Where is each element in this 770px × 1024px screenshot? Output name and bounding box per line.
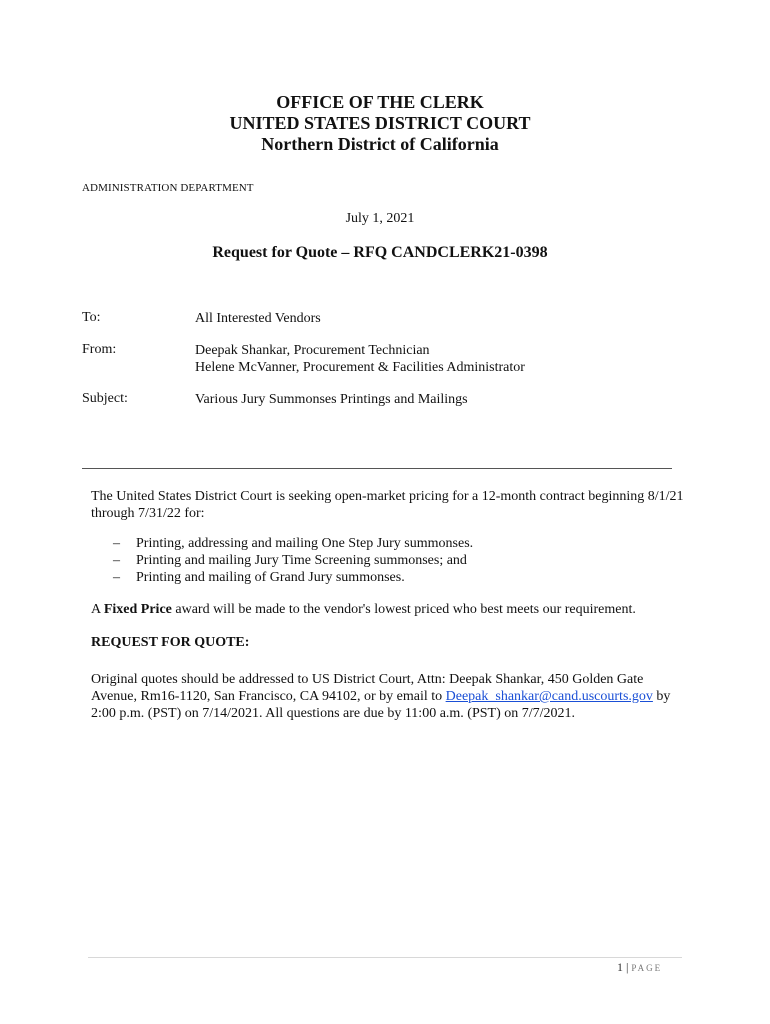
award-paragraph	[91, 601, 691, 618]
memo-subject-label: Subject:	[82, 391, 128, 406]
letterhead-district: Northern District of California	[261, 134, 499, 154]
letterhead-court: UNITED STATES DISTRICT COURT	[229, 113, 531, 133]
quote-paragraph	[91, 671, 691, 722]
memo-subject-value: Various Jury Summonses Printings and Mailings	[195, 392, 468, 407]
page-footer	[617, 960, 662, 975]
rfq-title: Request for Quote – RFQ CANDCLERK21-0398	[212, 244, 548, 261]
memo-to-value: All Interested Vendors	[195, 311, 321, 326]
quote-line-2-suffix: by	[652, 689, 671, 704]
list-dash: –	[113, 553, 120, 568]
page-word: PAGE	[631, 963, 663, 973]
list-item	[113, 569, 473, 586]
document-date: July 1, 2021	[345, 211, 415, 226]
list-item	[113, 552, 473, 569]
scope-list	[113, 535, 473, 586]
letterhead-office: OFFICE OF THE CLERK	[276, 92, 484, 112]
award-prefix: A	[91, 602, 104, 617]
memo-from-value	[195, 342, 525, 376]
email-link[interactable]: Deepak_shankar@cand.uscourts.gov	[445, 689, 653, 704]
quote-line-3: 2:00 p.m. (PST) on 7/14/2021. All questions are due by 11:00 a.m. (PST) on 7/7/2021.	[91, 706, 576, 721]
department-label: ADMINISTRATION DEPARTMENT	[82, 182, 254, 194]
list-item-text: Printing and mailing Jury Time Screening summonses; and	[136, 553, 467, 568]
list-dash: –	[113, 536, 120, 551]
rfq-heading: REQUEST FOR QUOTE:	[91, 635, 250, 650]
memo-from-line-2: Helene McVanner, Procurement & Facilities Administrator	[195, 360, 525, 375]
quote-line-1: Original quotes should be addressed to US District Court, Attn: Deepak Shankar, 450 Golden Gate	[91, 672, 644, 687]
page-number: 1	[617, 960, 623, 974]
list-dash: –	[113, 570, 120, 585]
page-separator: |	[623, 960, 632, 974]
list-item	[113, 535, 473, 552]
award-fixed-price: Fixed Price	[103, 602, 172, 617]
award-suffix: award will be made to the vendor's lowest priced who best meets our requirement.	[171, 602, 636, 617]
memo-from-line-1: Deepak Shankar, Procurement Technician	[195, 343, 430, 358]
quote-line-2	[91, 688, 691, 705]
list-item-text: Printing, addressing and mailing One Step Jury summonses.	[136, 536, 474, 551]
section-divider	[82, 468, 672, 469]
quote-line-2-prefix: Avenue, Rm16-1120, San Francisco, CA 94102, or by email to	[91, 689, 446, 704]
memo-from-label: From:	[82, 342, 117, 357]
list-item-text: Printing and mailing of Grand Jury summonses.	[136, 570, 405, 585]
intro-line-2: through 7/31/22 for:	[91, 506, 205, 521]
intro-line-1: The United States District Court is seeking open-market pricing for a 12-month contract beginning 8/1/21	[91, 489, 684, 504]
letterhead	[0, 92, 760, 155]
intro-paragraph	[91, 488, 691, 522]
footer-divider	[88, 957, 682, 958]
memo-to-label: To:	[82, 310, 101, 325]
